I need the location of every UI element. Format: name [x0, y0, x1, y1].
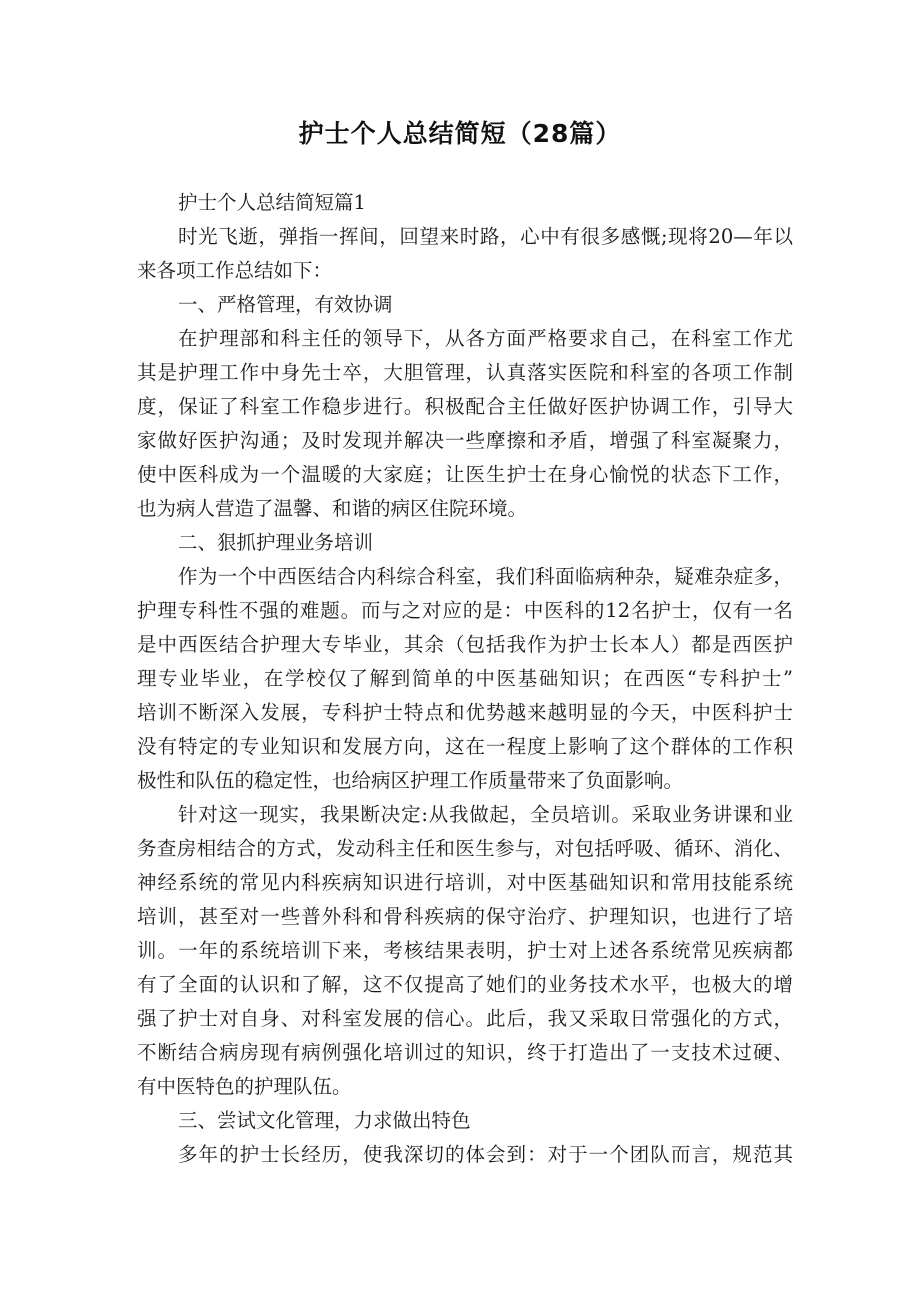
document-title: 护士个人总结简短（28篇）: [298, 119, 622, 148]
text-line: 有了全面的认识和了解，这不仅提高了她们的业务技术水平，也极大的增: [137, 973, 793, 996]
text-line: 针对这一现实，我果断决定:从我做起，全员培训。采取业务讲课和业: [178, 803, 793, 826]
text-line: 强了护士对自身、对科室发展的信心。此后，我又采取日常强化的方式，: [137, 1007, 793, 1030]
text-line: 作为一个中西医结合内科综合科室，我们科面临病种杂，疑难杂症多，: [178, 565, 793, 588]
text-line: 训。一年的系统培训下来，考核结果表明，护士对上述各系统常见疾病都: [137, 939, 793, 962]
text-line: 有中医特色的护理队伍。: [137, 1075, 352, 1098]
text-line: 时光飞逝，弹指一挥间，回望来时路，心中有很多感慨;现将20—年以: [178, 225, 793, 248]
document-body: [137, 186, 793, 1172]
text-line: 家做好医护沟通；及时发现并解决一些摩擦和矛盾，增强了科室凝聚力，: [137, 429, 793, 452]
text-line: 没有特定的专业知识和发展方向，这在一程度上影响了这个群体的工作积: [137, 735, 793, 758]
text-line: 度，保证了科室工作稳步进行。积极配合主任做好医护协调工作，引导大: [137, 395, 793, 418]
text-line: 使中医科成为一个温暖的大家庭；让医生护士在身心愉悦的状态下工作，: [137, 463, 793, 486]
text-line: 也为病人营造了温馨、和谐的病区住院环境。: [137, 497, 528, 520]
text-line: 三、尝试文化管理，力求做出特色: [178, 1109, 471, 1132]
text-line: 来各项工作总结如下：: [137, 259, 333, 282]
text-line: 护理专科性不强的难题。而与之对应的是：中医科的12名护士，仅有一名: [137, 599, 793, 622]
text-line: 其是护理工作中身先士卒，大胆管理，认真落实医院和科室的各项工作制: [137, 361, 793, 384]
text-line: 一、严格管理，有效协调: [178, 293, 393, 316]
text-line: 理专业毕业，在学校仅了解到简单的中医基础知识；在西医“专科护士”: [137, 667, 793, 690]
text-line: 培训不断深入发展，专科护士特点和优势越来越明显的今天，中医科护士: [137, 701, 793, 724]
text-line: 神经系统的常见内科疾病知识进行培训，对中医基础知识和常用技能系统: [137, 871, 793, 894]
text-line: 多年的护士长经历，使我深切的体会到：对于一个团队而言，规范其: [178, 1143, 793, 1166]
text-line: 在护理部和科主任的领导下，从各方面严格要求自己，在科室工作尤: [178, 327, 793, 350]
text-line: 不断结合病房现有病例强化培训过的知识，终于打造出了一支技术过硬、: [137, 1041, 793, 1064]
text-line: 护士个人总结简短篇1: [178, 191, 366, 214]
text-line: 二、狠抓护理业务培训: [178, 531, 374, 554]
text-line: 极性和队伍的稳定性，也给病区护理工作质量带来了负面影响。: [137, 769, 684, 792]
text-line: 培训，甚至对一些普外科和骨科疾病的保守治疗、护理知识，也进行了培: [137, 905, 793, 928]
text-line: 是中西医结合护理大专毕业，其余（包括我作为护士长本人）都是西医护: [137, 633, 793, 656]
text-line: 务查房相结合的方式，发动科主任和医生参与，对包括呼吸、循环、消化、: [137, 837, 793, 860]
